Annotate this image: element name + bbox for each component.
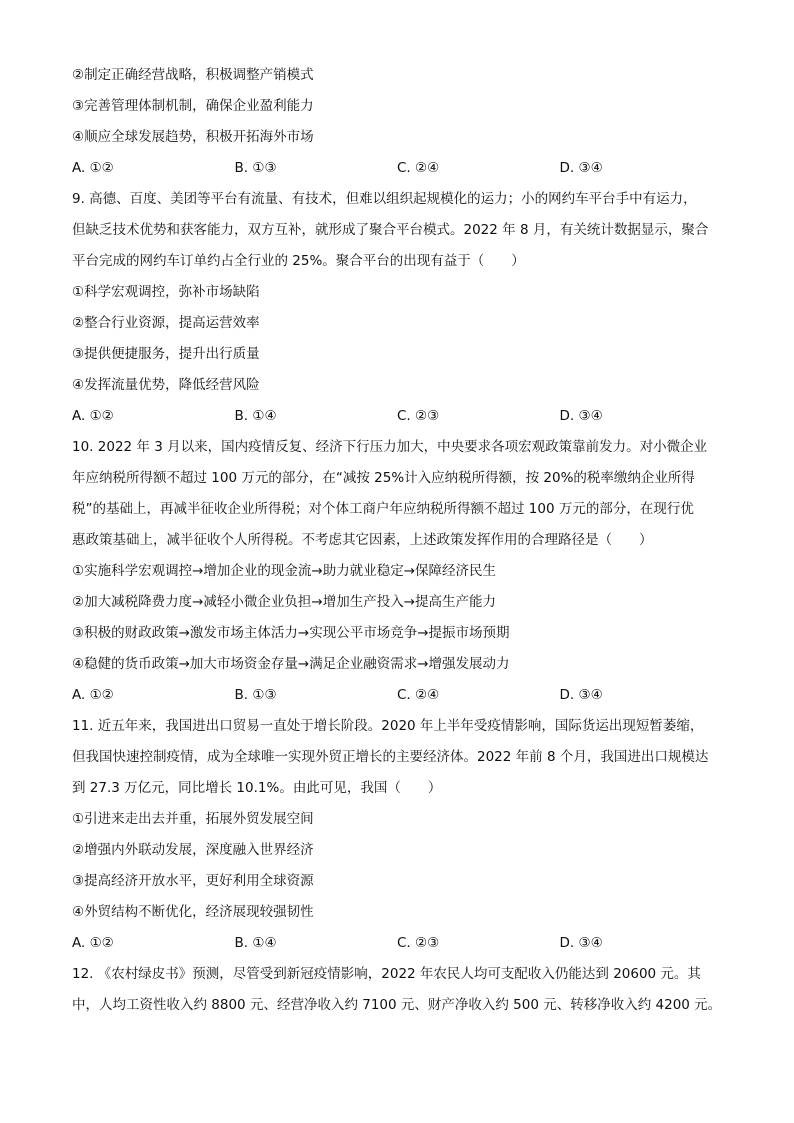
q10-item-2: ②加大减税降费力度→减轻小微企业负担→增加生产投入→提高生产能力 xyxy=(72,594,497,610)
q11-option-b: B. ①④ xyxy=(234,935,277,951)
q11-item-2: ②增强内外联动发展，深度融入世界经济 xyxy=(72,842,314,858)
q10-option-b: B. ①③ xyxy=(234,687,277,703)
q10-stem-line: 年应纳税所得额不超过 100 万元的部分，在“减按 25%计入应纳税所得额，按 20%的税率缴纳企业所得 xyxy=(72,470,695,486)
q9-stem-line: 但缺乏技术优势和获客能力，双方互补，就形成了聚合平台模式。2022 年 8 月，有关统计数据显示，聚合 xyxy=(72,222,709,238)
q11-stem-line: 11. 近五年来，我国进出口贸易一直处于增长阶段。2020 年上半年受疫情影响，国际货运出现短暂萎缩， xyxy=(72,718,704,734)
q10-item-4: ④稳健的货币政策→加大市场资金存量→满足企业融资需求→增强发展动力 xyxy=(72,656,510,672)
q10-option-c: C. ②④ xyxy=(397,687,440,703)
question-12 xyxy=(72,959,722,1021)
q9-item-1: ①科学宏观调控，弥补市场缺陷 xyxy=(72,284,260,300)
q9-option-c: C. ②③ xyxy=(397,408,440,424)
q10-stem-line: 税”的基础上，再减半征收企业所得税；对个体工商户年应纳税所得额不超过 100 万元的部分，在现行优 xyxy=(72,501,694,517)
q8-option-b: B. ①③ xyxy=(234,160,277,176)
q10-item-3: ③积极的财政政策→激发市场主体活力→实现公平市场竞争→提振市场预期 xyxy=(72,625,510,641)
q10-option-a: A. ①② xyxy=(72,687,114,703)
q9-options xyxy=(72,401,722,432)
q9-option-b: B. ①④ xyxy=(234,408,277,424)
q11-option-d: D. ③④ xyxy=(559,935,603,951)
q10-stem-line: 惠政策基础上，减半征收个人所得税。不考虑其它因素，上述政策发挥作用的合理路径是（ ） xyxy=(72,532,653,548)
q9-stem-line: 9. 高德、百度、美团等平台有流量、有技术，但难以组织起规模化的运力；小的网约车平台手中有运力， xyxy=(72,191,697,207)
question-11 xyxy=(72,711,722,959)
q11-item-3: ③提高经济开放水平，更好利用全球资源 xyxy=(72,873,314,889)
question-8 xyxy=(72,60,722,184)
q11-option-c: C. ②③ xyxy=(397,935,440,951)
q9-option-a: A. ①② xyxy=(72,408,114,424)
q8-option-c: C. ②④ xyxy=(397,160,440,176)
q8-option-d: D. ③④ xyxy=(559,160,603,176)
q10-item-1: ①实施科学宏观调控→增加企业的现金流→助力就业稳定→保障经济民生 xyxy=(72,563,497,579)
q10-options xyxy=(72,680,722,711)
q11-item-4: ④外贸结构不断优化，经济展现较强韧性 xyxy=(72,904,314,920)
q8-item-3: ③完善管理体制机制，确保企业盈利能力 xyxy=(72,98,314,114)
q11-options xyxy=(72,928,722,959)
exam-page xyxy=(72,60,722,1021)
q9-item-2: ②整合行业资源，提高运营效率 xyxy=(72,315,260,331)
q9-option-d: D. ③④ xyxy=(559,408,603,424)
q8-option-a: A. ①② xyxy=(72,160,114,176)
q10-option-d: D. ③④ xyxy=(559,687,603,703)
question-9 xyxy=(72,184,722,432)
q11-option-a: A. ①② xyxy=(72,935,114,951)
q11-stem-line: 到 27.3 万亿元，同比增长 10.1%。由此可见，我国（ ） xyxy=(72,780,442,796)
q9-item-4: ④发挥流量优势，降低经营风险 xyxy=(72,377,260,393)
q9-stem-line: 平台完成的网约车订单约占全行业的 25%。聚合平台的出现有益于（ ） xyxy=(72,253,525,269)
q11-item-1: ①引进来走出去并重，拓展外贸发展空间 xyxy=(72,811,314,827)
q12-stem-line: 12. 《农村绿皮书》预测，尽管受到新冠疫情影响，2022 年农民人均可支配收入仍能达到 20600 元。其 xyxy=(72,966,701,982)
q8-item-2: ②制定正确经营战略，积极调整产销模式 xyxy=(72,67,314,83)
q10-stem-line: 10. 2022 年 3 月以来，国内疫情反复、经济下行压力加大，中央要求各项宏观政策靠前发力。对小微企业 xyxy=(72,439,708,455)
q12-stem-line: 中，人均工资性收入约 8800 元、经营净收入约 7100 元、财产净收入约 500 元、转移净收入约 4200 元。 xyxy=(72,997,722,1013)
q9-item-3: ③提供便捷服务，提升出行质量 xyxy=(72,346,260,362)
q8-options xyxy=(72,153,722,184)
question-10 xyxy=(72,432,722,711)
q11-stem-line: 但我国快速控制疫情，成为全球唯一实现外贸正增长的主要经济体。2022 年前 8 个月，我国进出口规模达 xyxy=(72,749,709,765)
q8-item-4: ④顺应全球发展趋势，积极开拓海外市场 xyxy=(72,129,314,145)
